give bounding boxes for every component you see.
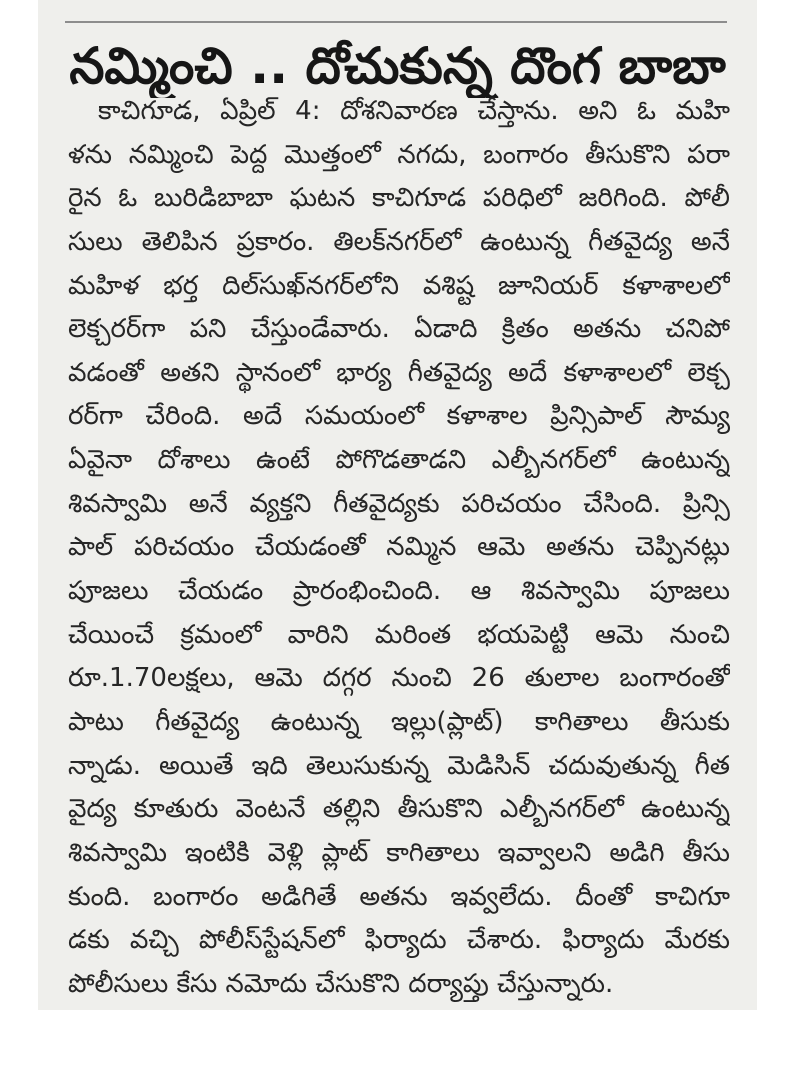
article-body [68, 90, 730, 1006]
article-line: పాల్ పరిచయం చేయడంతో నమ్మిన ఆమె అతను చెప్పినట్లు [68, 532, 730, 563]
article-line: ఏవైనా దోశాలు ఉంటే పోగొడతాడని ఎల్బీనగర్‌లో ఉంటున్న [68, 445, 730, 476]
article-line: వడంతో అతని స్థానంలో భార్య గీతవైద్య అదే కళాశాలలో లెక్చ [68, 357, 730, 388]
article-line: సులు తెలిపిన ప్రకారం. తిలక్‌నగర్‌లో ఉంటున్న గీతవైద్య అనే [68, 226, 730, 257]
article-line: రైన ఓ బురిడిబాబా ఘటన కాచిగూడ పరిధిలో జరిగింది. పోలీ [68, 183, 730, 214]
article-line: డకు వచ్చి పోలీస్‌స్టేషన్‌లో ఫిర్యాదు చేశారు. ఫిర్యాదు మేరకు [68, 925, 730, 956]
article-line: పూజలు చేయడం ప్రారంభించింది. ఆ శివస్వామి పూజలు [68, 576, 730, 607]
article-line: ళను నమ్మించి పెద్ద మొత్తంలో నగదు, బంగారం తీసుకొని పరా [68, 139, 730, 170]
article-line: కుంది. బంగారం అడిగితే అతను ఇవ్వలేదు. దీంతో కాచిగూ [68, 881, 730, 912]
article-line: పాటు గీతవైద్య ఉంటున్న ఇల్లు(ప్లాట్) కాగితాలు తీసుకు [68, 706, 730, 737]
article-line: శివస్వామి అనే వ్యక్తని గీతవైద్యకు పరిచయం చేసింది. ప్రిన్సి [68, 488, 730, 519]
article-line: రర్‌గా చేరింది. అదే సమయంలో కళాశాల ప్రిన్సిపాల్ సౌమ్య [68, 401, 730, 432]
top-rule [65, 21, 727, 23]
article-line: మహిళ భర్త దిల్‌సుఖ్‌నగర్‌లోని వశిష్ట జూనియర్ కళాశాలలో [68, 270, 730, 301]
article-line: లెక్చరర్‌గా పని చేస్తుండేవారు. ఏడాది క్రితం అతను చనిపో [68, 314, 730, 345]
article-line: రూ.1.70లక్షలు, ఆమె దగ్గర నుంచి 26 తులాల బంగారంతో [68, 663, 730, 694]
article-line: శివస్వామి ఇంటికి వెళ్లి ప్లాట్ కాగితాలు ఇవ్వాలని అడిగి తీసు [68, 837, 730, 868]
article-line: చేయించే క్రమంలో వారిని మరింత భయపెట్టి ఆమె నుంచి [68, 619, 730, 650]
article-line: న్నాడు. అయితే ఇది తెలుసుకున్న మెడిసిన్ చదువుతున్న గీత [68, 750, 730, 781]
article-line: కాచిగూడ, ఏప్రిల్ 4: దోశనివారణ చేస్తాను. అని ఓ మహి [98, 96, 730, 126]
headline: నమ్మించి .. దోచుకున్న దొంగ బాబా [69, 37, 726, 95]
newspaper-clipping [38, 0, 757, 1010]
article-line: పోలీసులు కేసు నమోదు చేసుకొని దర్యాప్తు చేస్తున్నారు. [68, 968, 614, 999]
article-line: వైద్య కూతురు వెంటనే తల్లిని తీసుకొని ఎల్బీనగర్‌లో ఉంటున్న [68, 794, 730, 825]
